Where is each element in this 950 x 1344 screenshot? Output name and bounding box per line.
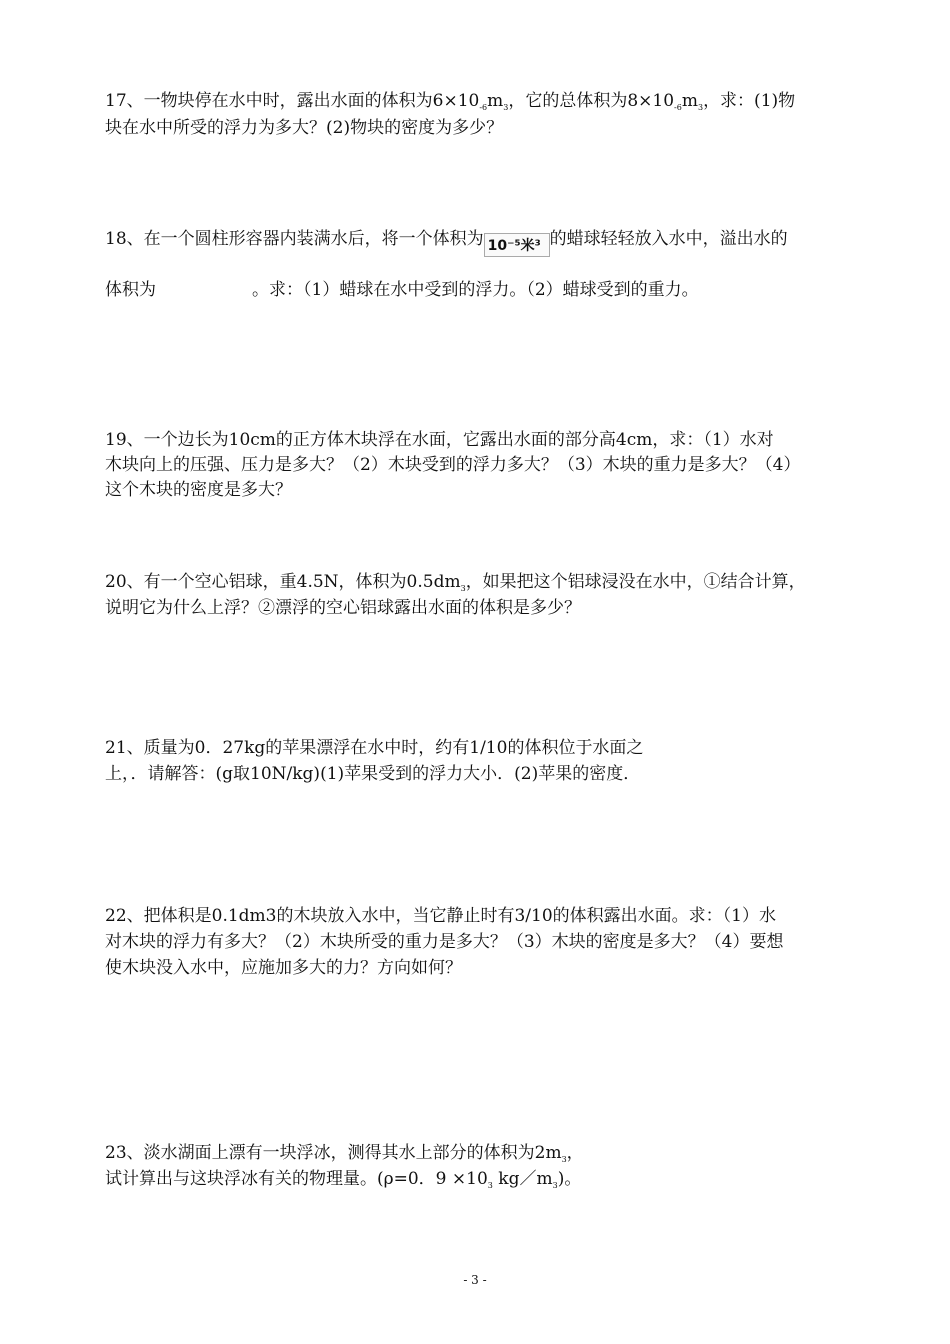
q18-text-a: 18、在一个圆柱形容器内装满水后，将一个体积为 [105, 229, 484, 249]
q22-line1: 22、把体积是0.1dm3的木块放入水中，当它静止时有3/10的体积露出水面。求：（1）水 [105, 906, 776, 926]
q23-text-c: kg／m [492, 1169, 553, 1189]
q19-line2: 木块向上的压强、压力是多大？（2）木块受到的浮力多大？（3）木块的重力是多大？（4） [105, 455, 801, 475]
q22-line2: 对木块的浮力有多大？（2）木块所受的重力是多大？（3）木块的密度是多大？（4）要想 [105, 932, 784, 952]
q17-unit-1: m [487, 91, 504, 111]
q23-line2 [105, 1167, 581, 1198]
q22-line3: 使木块没入水中，应施加多大的力？方向如何？ [105, 958, 462, 978]
q19-line1: 19、一个边长为10cm的正方体木块浮在水面，它露出水面的部分高4cm，求：（1）水对 [105, 430, 774, 450]
q20-text-b: ，如果把这个铝球浸没在水中，①结合计算， [465, 572, 806, 592]
q23-unit-sub-2: 3 [552, 1181, 558, 1190]
q20-text-a: 20、有一个空心铝球，重4.5N，体积为0.5dm [105, 572, 461, 592]
q21-line2: 上，．请解答：(g取10N/kg)(1)苹果受到的浮力大小．(2)苹果的密度． [105, 764, 641, 784]
q17-line2: 块在水中所受的浮力为多大？(2)物块的密度为多少？ [105, 118, 504, 138]
q23-text-b: 试计算出与这块浮冰有关的物理量。(ρ=0．9 ×10 [105, 1169, 488, 1189]
q18-text-b: 的蜡球轻轻放入水中，溢出水的 [549, 229, 788, 249]
q17-text-b: ，它的总体积为8×10 [508, 91, 675, 111]
q20-unit-sub: 3 [460, 584, 466, 593]
q18-text-c: 体积为 [105, 280, 156, 300]
q23-text-d: )。 [557, 1169, 582, 1189]
q17-unit-1-sub: 3 [503, 103, 509, 112]
q18-text-d: 。求：（1）蜡球在水中受到的浮力。（2）蜡球受到的重力。 [252, 280, 699, 300]
q17-exp-2: -6 [674, 103, 682, 112]
q17-unit-2: m [681, 91, 698, 111]
q20-line2: 说明它为什么上浮？②漂浮的空心铝球露出水面的体积是多少？ [105, 598, 581, 618]
q23-unit-sub-1: 3 [561, 1155, 567, 1164]
volume-formula-image: 10⁻⁵米³ [484, 233, 550, 257]
q17-text-c: ，求：(1)物 [703, 91, 796, 111]
q23-text-a: 23、淡水湖面上漂有一块浮冰，测得其水上部分的体积为2m [105, 1143, 562, 1163]
q23-exp: 3 [487, 1181, 493, 1190]
q21-line1: 21、质量为0．27kg的苹果漂浮在水中时，约有1/10的体积位于水面之 [105, 738, 644, 758]
q19-line3: 这个木块的密度是多大？ [105, 480, 292, 500]
q23-text-a-end: ， [566, 1143, 584, 1163]
q17-unit-2-sub: 3 [697, 103, 704, 112]
q18-line2 [105, 278, 699, 302]
q17-text-a: 17、一物块停在水中时，露出水面的体积为6×10 [105, 91, 480, 111]
q18-line1 [105, 227, 788, 257]
q17-exp-1: -6 [479, 103, 488, 112]
page-number: - 3 - [463, 1273, 487, 1287]
